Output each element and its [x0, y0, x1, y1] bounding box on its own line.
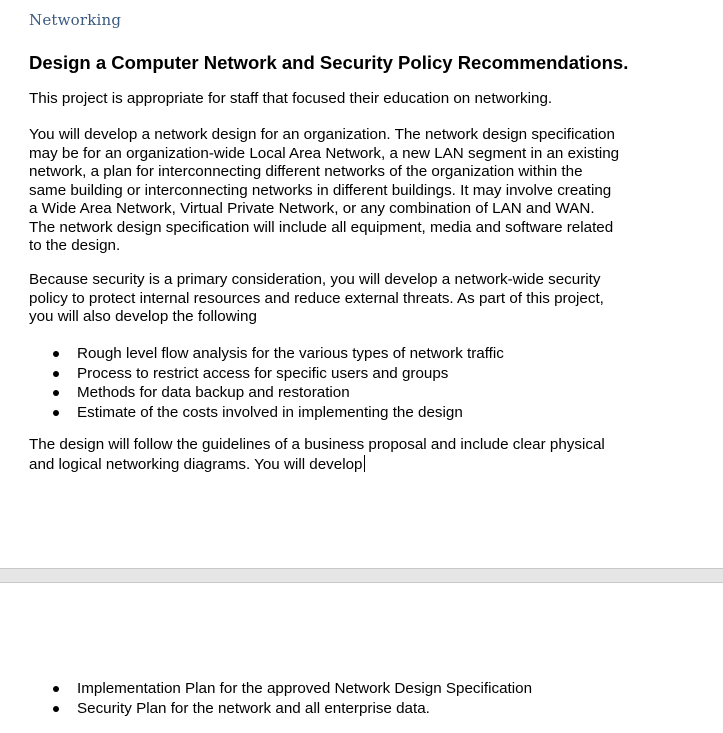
paragraph-line: you will also develop the following [29, 308, 257, 325]
paragraph-line: may be for an organization-wide Local Area Network, a new LAN segment in an existing [29, 144, 620, 162]
paragraph-line-text: and logical networking diagrams. You will develop [29, 455, 363, 473]
paragraph-line: policy to protect internal resources and reduce external threats. As part of this project, [29, 289, 604, 307]
bullet-icon [53, 706, 59, 712]
bullet-icon [53, 371, 59, 377]
page-break-gap [0, 568, 723, 583]
list-item [29, 699, 532, 719]
document-header: Networking [29, 11, 122, 29]
list-item-text: Implementation Plan for the approved Network Design Specification [77, 680, 533, 697]
paragraph-line: The network design specification will include all equipment, media and software related [29, 218, 614, 236]
bullet-icon [53, 410, 59, 416]
list-item [29, 403, 504, 423]
document-title: Design a Computer Network and Security Policy Recommendations. [29, 52, 629, 73]
list-item-text: Rough level flow analysis for the various types of network traffic [77, 345, 504, 362]
intro-paragraph [29, 90, 552, 109]
list-item-text: Process to restrict access for specific users and groups [77, 364, 449, 382]
intro-line: This project is appropriate for staff that focused their education on networking. [29, 90, 553, 107]
list-item [29, 383, 504, 403]
list-item [29, 679, 532, 699]
paragraph-line-with-cursor [29, 455, 605, 475]
paragraph-design-guidelines [29, 436, 605, 474]
paragraph-security [29, 271, 604, 327]
list-item-text: Methods for data backup and restoration [77, 384, 350, 401]
list-item-text: Security Plan for the network and all enterprise data. [77, 699, 430, 717]
paragraph-line: Because security is a primary consideration, you will develop a network-wide security [29, 271, 601, 288]
paragraph-line: a Wide Area Network, Virtual Private Network, or any combination of LAN and WAN. [29, 200, 595, 217]
list-item [29, 344, 504, 364]
page-2[interactable] [0, 583, 723, 733]
paragraph-line: same building or interconnecting networks in different buildings. It may involve creating [29, 181, 612, 199]
paragraph-line: network, a plan for interconnecting different networks of the organization within the [29, 163, 583, 180]
bullet-icon [53, 390, 59, 396]
text-cursor [364, 455, 365, 472]
paragraph-line: to the design. [29, 237, 121, 254]
bullet-list-plans [29, 679, 532, 718]
paragraph-network-design [29, 126, 619, 256]
paragraph-line: The design will follow the guidelines of a business proposal and include clear physical [29, 436, 605, 453]
bullet-icon [53, 686, 59, 692]
list-item [29, 364, 504, 384]
bullet-icon [53, 351, 59, 357]
list-item-text: Estimate of the costs involved in implementing the design [77, 403, 463, 421]
paragraph-line: You will develop a network design for an organization. The network design specification [29, 126, 615, 143]
bullet-list-deliverables [29, 344, 504, 422]
